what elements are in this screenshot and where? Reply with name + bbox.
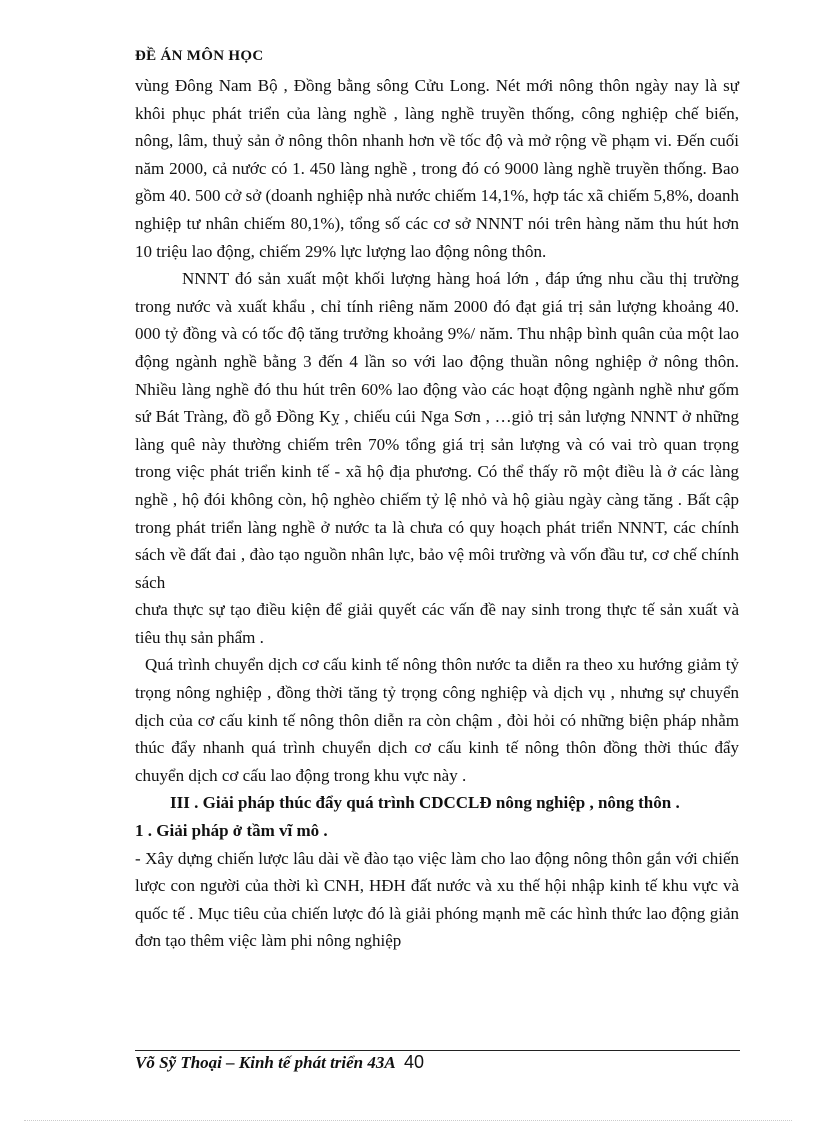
subsection-heading-1: 1 . Giải pháp ở tầm vĩ mô . xyxy=(135,821,328,841)
page-bottom-divider xyxy=(24,1120,792,1121)
page-footer xyxy=(135,1052,424,1073)
paragraph-bullet: - Xây dựng chiến lược lâu dài về đào tạo việc làm cho lao động nông thôn gắn với chiến lược con người của thời kì CNH, HĐH đất nước và xu thế hội nhập kinh tế khu vực và quốc tế . Mục tiêu của chiến lược đó là giải phóng mạnh mẽ các hình thức lao động giản đơn tạo thêm việc làm phi nông nghiệp xyxy=(135,848,739,951)
document-body xyxy=(135,72,739,955)
paragraph-restructuring: Quá trình chuyển dịch cơ cấu kinh tế nông thôn nước ta diễn ra theo xu hướng giảm tỷ trọng nông nghiệp , đồng thời tăng tỷ trọng công nghiệp và dịch vụ , nhưng sự chuyển dịch của cơ cấu kinh tế nông thôn diễn ra còn chậm , đòi hỏi có những biện pháp nhằm thúc đẩy nhanh quá trình chuyển dịch cơ cấu kinh tế nông thôn đồng thời thúc đẩy chuyển dịch cơ cấu lao động trong khu vực này . xyxy=(135,655,739,785)
document-header: ĐỀ ÁN MÔN HỌC xyxy=(135,48,264,64)
section-heading-iii: III . Giải pháp thúc đẩy quá trình CDCCLĐ nông nghiệp , nông thôn . xyxy=(170,793,680,813)
paragraph-nnnt: NNNT đó sản xuất một khối lượng hàng hoá lớn , đáp ứng nhu cầu thị trường trong nước và xuất khẩu , chỉ tính riêng năm 2000 đó đạt giá trị sản lượng khoảng 40. 000 tỷ đồng và có tốc độ tăng trưởng khoảng 9%/ năm. Thu nhập bình quân của một lao động ngành nghề bằng 3 đến 4 lần so với lao động thuần nông nghiệp ở nông thôn. Nhiều làng nghề đó thu hút trên 60% lao động vào các hoạt động ngành nghề như gốm sứ Bát Tràng, đồ gỗ Đồng Kỵ , chiếu cúi Nga Sơn , …giỏ trị sản lượng NNNT ở những làng quê này thường chiếm trên 70% tổng giá trị sản lượng và có vai trò quan trọng trong việc phát triển kinh tế - xã hộ địa phương. Có thể thấy rõ một điều là ở các làng nghề , hộ đói không còn, hộ nghèo chiếm tỷ lệ nhỏ và hộ giàu ngày càng tăng . Bất cập trong phát triển làng nghề ở nước ta là chưa có quy hoạch phát triển NNNT, các chính sách về đất đai , đào tạo nguồn nhân lực, bảo vệ môi trường và vốn đầu tư, cơ chế chính sách xyxy=(135,269,739,592)
page-number: 40 xyxy=(403,1052,425,1072)
footer-divider xyxy=(135,1050,740,1051)
footer-author: Võ Sỹ Thoại – Kinh tế phát triển 43A xyxy=(135,1053,396,1072)
paragraph-policy: chưa thực sự tạo điều kiện để giải quyết các vấn đề nay sinh trong thực tế sản xuất và tiêu thụ sản phẩm . xyxy=(135,600,739,647)
paragraph-continuation: vùng Đông Nam Bộ , Đồng bằng sông Cửu Long. Nét mới nông thôn ngày nay là sự khôi phục phát triển của làng nghề , làng nghề truyền thống, công nghiệp chế biến, nông, lâm, thuỷ sản ở nông thôn nhanh hơn về tốc độ và mở rộng về phạm vi. Đến cuối năm 2000, cả nước có 1. 450 làng nghề , trong đó có 9000 làng nghề truyền thống. Bao gồm 40. 500 cở sở (doanh nghiệp nhà nước chiếm 14,1%, hợp tác xã chiếm 5,8%, doanh nghiệp tư nhân chiếm 80,1%), tổng số các cơ sở NNNT nói trên hàng năm thu hút hơn 10 triệu lao động, chiếm 29% lực lượng lao động nông thôn. xyxy=(135,76,739,261)
